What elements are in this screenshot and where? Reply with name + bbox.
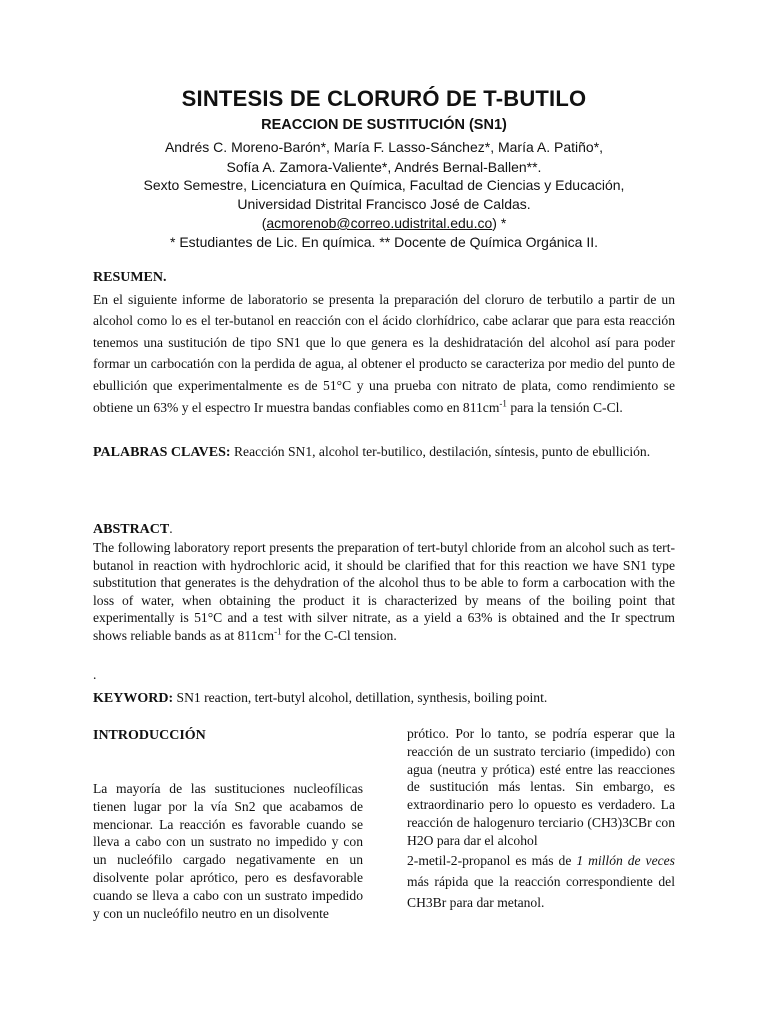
email-line xyxy=(0,213,768,233)
introduccion-paragraph-3 xyxy=(407,850,675,913)
authors-line-1: Andrés C. Moreno-Barón*, María F. Lasso-Sánchez*, María A. Patiño*, xyxy=(164,139,604,155)
paper-subtitle: REACCION DE SUSTITUCIÓN (SN1) xyxy=(261,117,507,133)
resumen-body: En el siguiente informe de laboratorio se presenta la preparación del cloruro de terbutilo a partir de un alcohol como lo es el ter-butanol en reacción con el ácido clorhídrico, cabe aclarar que para esta reacción tenemos una sustitución de tipo SN1 que lo que genera es la deshidratación del alcohol así para poder formar un carbocatión con la perdida de agua, al obtener el producto se caracteriza por medio del punto de ebullición que experimentalmente es de 51°C y una prueba con nitrato de plata, como rendimiento se obtiene un 63% y el espectro Ir muestra bandas confiables como en 811cm xyxy=(93,291,675,415)
authors-line-2: Sofía A. Zamora-Valiente*, Andrés Bernal-Ballen**. xyxy=(226,159,542,175)
introduccion-left-text xyxy=(93,780,363,922)
resumen-text xyxy=(93,289,675,419)
abstract-body: The following laboratory report presents the preparation of tert-butyl chloride from an alcohol such as tert-butanol in reaction with hydrochloric acid, it should be clarified that for this reaction we have SN1 type substitution that generates is the dehydration of the alcohol thus to be able to form a carbocation with the loss of water, when obtaining the product it is characterized by means of the boiling point that experimentally is 51°C and a test with silver nitrate, as a yield a 63% is obtained and the Ir spectrum shows reliable bands as at 811cm xyxy=(93,540,675,643)
introduccion-heading: INTRODUCCIÓN xyxy=(93,728,206,743)
abstract-heading: ABSTRACT xyxy=(93,522,170,537)
email-close: ) * xyxy=(492,215,507,231)
paragraph-3-end: más rápida que la reacción correspondiente del CH3Br para dar metanol. xyxy=(407,873,675,910)
abstract-text xyxy=(93,539,675,645)
palabras-claves-text: Reacción SN1, alcohol ter-butilico, destilación, síntesis, punto de ebullición. xyxy=(230,444,651,459)
email-link[interactable]: acmorenob@correo.udistrital.edu.co xyxy=(266,215,493,231)
keyword-line xyxy=(93,687,675,710)
paragraph-3-italic: 1 millón de veces xyxy=(576,852,675,868)
resumen-superscript: -1 xyxy=(499,398,507,409)
introduccion-left-column xyxy=(93,727,363,745)
abstract-body-end: for the C-Cl tension. xyxy=(281,627,397,643)
keyword-text: SN1 reaction, tert-butyl alcohol, detillation, synthesis, boiling point. xyxy=(173,690,548,705)
author-footnote: * Estudiantes de Lic. En química. ** Docente de Química Orgánica II. xyxy=(170,234,598,250)
introduccion-right-column xyxy=(407,725,675,913)
introduccion-paragraph-2: prótico. Por lo tanto, se podría esperar que la reacción de un sustrato terciario (impedido) con agua (neutra y prótica) esté entre las reacciones de sustitución más lentas. Sin embargo, es extraordinario pero lo opuesto es verdadero. La reacción de halogenuro terciario (CH3)3CBr con H2O para dar el alcohol xyxy=(407,726,675,848)
resumen-heading: RESUMEN. xyxy=(93,270,167,285)
palabras-claves-label: PALABRAS CLAVES: xyxy=(93,445,231,460)
abstract-section xyxy=(93,520,675,645)
paper-title: SINTESIS DE CLORURÓ DE T-BUTILO xyxy=(181,86,587,111)
paragraph-3-start: 2-metil-2-propanol es más de xyxy=(407,852,577,868)
resumen-body-end: para la tensión C-Cl. xyxy=(506,399,623,415)
keyword-label: KEYWORD: xyxy=(93,691,174,706)
introduccion-paragraph-1: La mayoría de las sustituciones nucleofílicas tienen lugar por la vía Sn2 que acabamos de mencionar. La reacción es favorable cuando se lleva a cabo con un sustrato no impedido y con un nucleófilo cargado negativamente en un disolvente polar aprótico, pero es desfavorable cuando se lleva a cabo con un sustrato impedido y con un nucleófilo neutro en un disolvente xyxy=(93,781,363,921)
palabras-claves xyxy=(93,441,675,464)
stray-dot: . xyxy=(93,667,97,682)
affiliation-line-1: Sexto Semestre, Licenciatura en Química, Facultad de Ciencias y Educación, xyxy=(143,177,625,193)
abstract-superscript: -1 xyxy=(274,626,282,637)
email-open: ( xyxy=(261,215,267,231)
resumen-section xyxy=(93,267,675,418)
affiliation-line-2: Universidad Distrital Francisco José de Caldas. xyxy=(237,196,531,212)
abstract-heading-punct: . xyxy=(169,521,173,536)
abstract-heading-line xyxy=(93,520,675,539)
